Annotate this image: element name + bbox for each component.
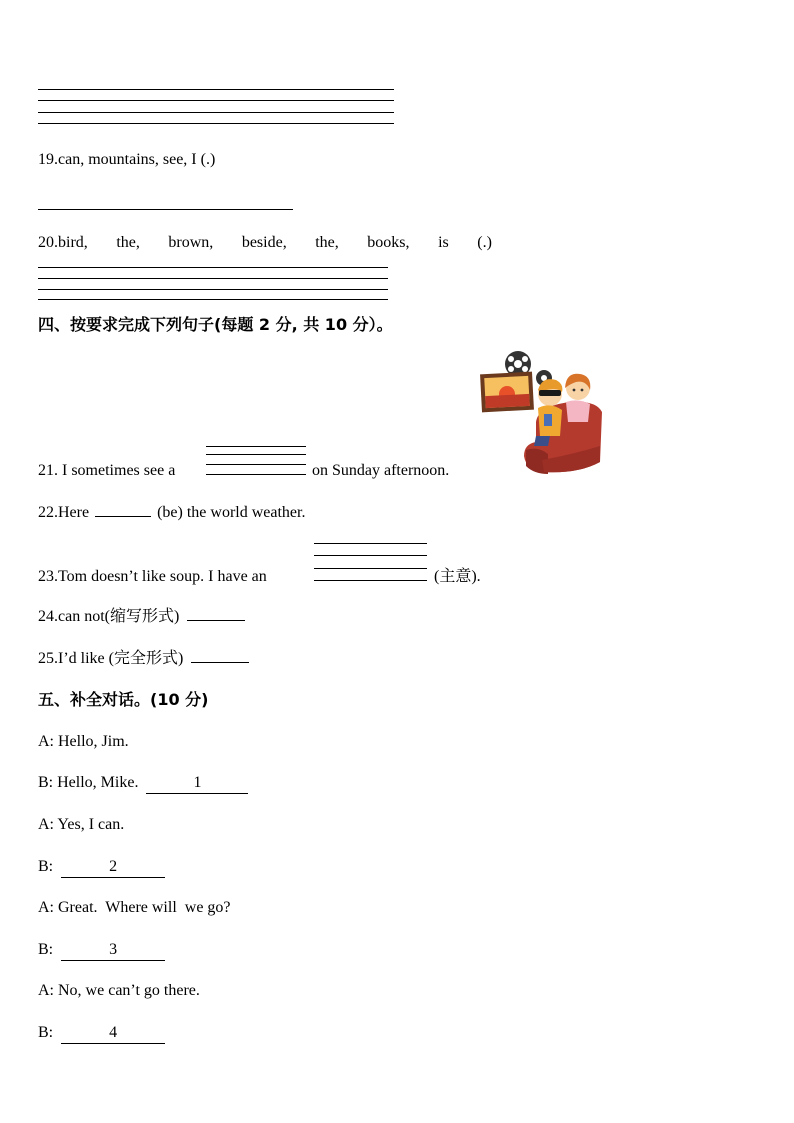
dialogue-blank[interactable]: 4 [61,1023,165,1044]
dialogue-text: Great. Where will we go? [58,899,231,916]
answer-blank[interactable] [95,515,151,517]
dialogue-line-8 [38,1023,165,1044]
speaker-label: A: [38,816,54,833]
section-4-heading: 四、按要求完成下列句子(每题 2 分, 共 10 分）。 [38,315,393,334]
speaker-label: B: [38,1024,54,1041]
question-text: I’d like (完全形式) [58,650,184,667]
speaker-label: B: [38,774,54,791]
question-21 [38,461,175,481]
dialogue-blank[interactable]: 2 [61,857,165,878]
dialogue-text: No, we can’t go there. [58,982,200,999]
answer-line[interactable] [38,299,388,300]
dialogue-line-2 [38,773,248,794]
word: the, [315,234,339,251]
question-24 [38,607,245,627]
question-text: can, mountains, see, I (.) [58,151,216,168]
answer-line[interactable] [38,267,388,268]
answer-line[interactable] [206,446,306,447]
question-number: 19. [38,151,58,168]
speaker-label: A: [38,733,54,750]
dialogue-text: Hello, Jim. [58,733,129,750]
word: the, [116,234,140,251]
question-text-before: Here [58,504,90,521]
answer-blank[interactable] [187,619,245,621]
answer-line[interactable] [38,278,388,279]
speaker-label: A: [38,982,54,999]
cinema-illustration-icon [478,350,606,480]
word: beside, [241,234,287,251]
question-text-after: (be) the world weather. [157,504,306,521]
answer-line[interactable] [206,474,306,475]
dialogue-line-4 [38,857,165,878]
question-number-word: 20.bird, [38,234,88,251]
dialogue-line-5 [38,898,231,918]
question-number: 21. [38,462,58,479]
question-23-after: (主意). [434,568,481,585]
answer-line[interactable] [314,543,427,544]
answer-line[interactable] [38,289,388,290]
dialogue-blank[interactable]: 1 [146,773,248,794]
word: (.) [477,234,492,251]
question-number: 22. [38,504,58,521]
question-21-after: on Sunday afternoon. [312,462,450,479]
question-number: 25. [38,650,58,667]
girl-figure-icon [565,374,590,422]
question-22 [38,503,305,523]
answer-line[interactable] [206,464,306,465]
section-5-heading: 五、补全对话。(10 分) [38,690,209,709]
question-25 [38,649,249,669]
dialogue-line-7 [38,981,200,1001]
answer-line-q19[interactable] [38,209,293,210]
answer-blank[interactable] [191,661,249,663]
question-text-before: I sometimes see a [58,462,176,479]
dialogue-line-3 [38,815,124,835]
question-23 [38,567,267,587]
answer-line[interactable] [206,454,306,455]
dialogue-line-6 [38,940,165,961]
question-text: can not(缩写形式) [58,608,180,625]
speaker-label: A: [38,899,54,916]
word: brown, [168,234,214,251]
question-19 [38,150,215,170]
dialogue-text: Yes, I can. [57,816,125,833]
dialogue-blank[interactable]: 3 [61,940,165,961]
answer-line[interactable] [38,100,394,101]
question-20 [38,233,492,253]
answer-line[interactable] [314,568,427,569]
question-text-before: Tom doesn’t like soup. I have an [58,568,267,585]
question-number: 23. [38,568,58,585]
answer-line[interactable] [38,123,394,124]
answer-line[interactable] [314,555,427,556]
answer-line[interactable] [38,89,394,90]
answer-line[interactable] [314,580,427,581]
answer-line[interactable] [38,112,394,113]
dialogue-line-1 [38,732,129,752]
word: is [438,234,449,251]
speaker-label: B: [38,941,54,958]
dialogue-text: Hello, Mike. [57,774,139,791]
movie-screen-icon [480,372,534,413]
speaker-label: B: [38,858,54,875]
question-number: 24. [38,608,58,625]
word: books, [367,234,410,251]
